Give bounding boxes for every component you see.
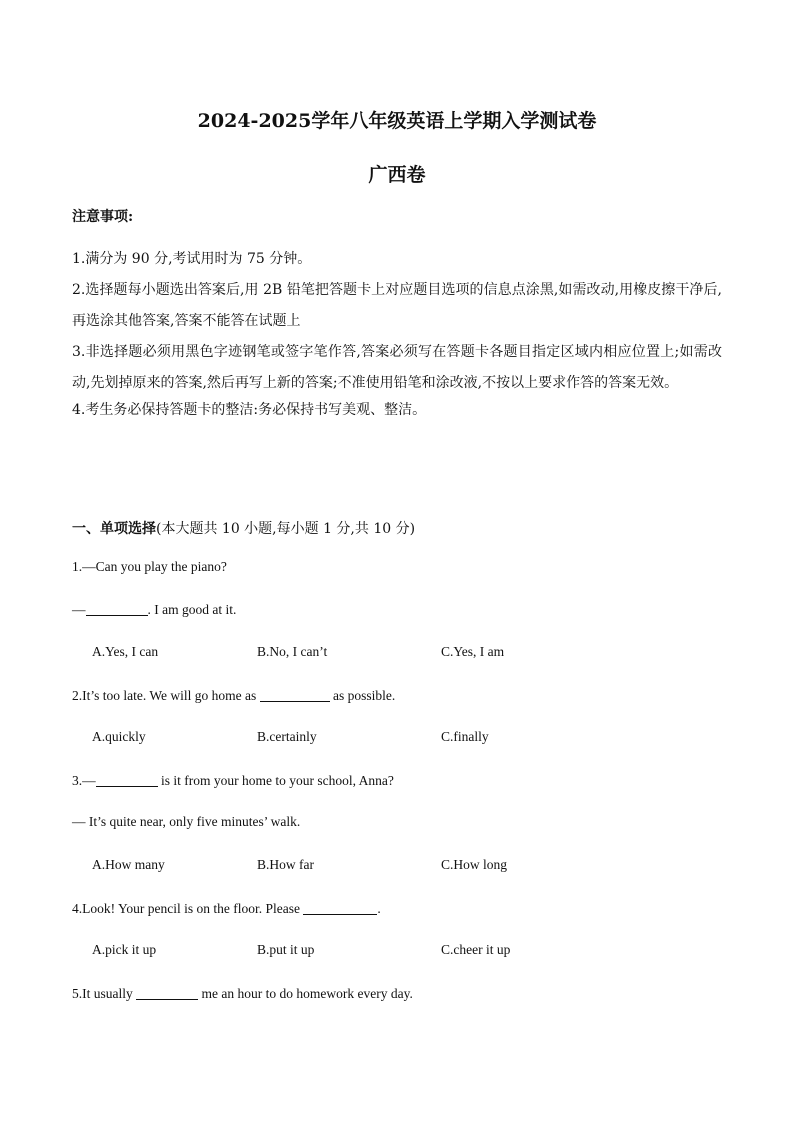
reply-dash: — [72,602,86,617]
answer-blank [303,900,377,915]
notice-item: 4.考生务必保持答题卡的整洁:务必保持书写美观、整洁。 [72,402,427,418]
notice-list [72,244,722,426]
reply-text: . I am good at it. [147,602,237,617]
question-3-option-c: C.How long [441,857,508,872]
question-4-option-b: B.put it up [257,942,315,957]
question-1-option-c: C.Yes, I am [441,644,505,659]
question-4-option-c: C.cheer it up [441,942,511,957]
stem-text: 2.It’s too late. We will go home as [72,688,257,703]
answer-blank [260,687,330,702]
question-2-option-b: B.certainly [257,729,317,744]
question-3-option-a: A.How many [92,857,165,872]
notice-item: 1.满分为 90 分,考试用时为 75 分钟。 [72,251,312,267]
question-2-option-a: A.quickly [92,729,146,744]
answer-blank [96,772,158,787]
question-2-option-c: C.finally [441,729,489,744]
stem-text: 3.— [72,773,96,788]
section-note: (本大题共 10 小题,每小题 1 分,共 10 分) [156,521,416,537]
exam-region-subtitle: 广西卷 [368,164,426,186]
exam-title: 2024-2025学年八年级英语上学期入学测试卷 [197,110,597,132]
question-3-stem [72,772,394,789]
question-5-stem [72,985,413,1002]
question-3-option-b: B.How far [257,857,314,872]
notice-item: 2.选择题每小题选出答案后,用 2B 铅笔把答题卡上对应题目选项的信息点涂黑,如需改动,用橡皮擦干净后,再选涂其他答案,答案不能答在试题上 [72,282,722,329]
question-1-option-a: A.Yes, I can [92,644,159,659]
question-1-stem: 1.—Can you play the piano? [72,559,227,574]
question-3-reply: — It’s quite near, only five minutes’ walk. [72,814,301,829]
answer-blank [136,985,198,1000]
notice-item: 3.非选择题必须用黑色字迹钢笔或签字笔作答,答案必须写在答题卡各题目指定区域内相应位置上;如需改动,先划掉原来的答案,然后再写上新的答案;不准使用铅笔和涂改液,不按以上要求作答的答案无效。 [72,344,722,391]
stem-text: . [377,901,381,916]
stem-text: is it from your home to your school, Anna? [161,773,394,788]
question-1-option-b: B.No, I can’t [257,644,328,659]
notice-heading: 注意事项: [72,209,134,225]
section-heading [72,518,415,538]
stem-text: 5.It usually [72,986,133,1001]
section-title: 一、单项选择 [72,521,156,537]
question-1-reply [72,601,236,618]
question-4-option-a: A.pick it up [92,942,157,957]
question-2-stem [72,687,395,704]
answer-blank [86,601,148,616]
stem-text: 4.Look! Your pencil is on the floor. Please [72,901,300,916]
stem-text: as possible. [333,688,396,703]
stem-text: me an hour to do homework every day. [201,986,413,1001]
question-4-stem [72,900,381,917]
